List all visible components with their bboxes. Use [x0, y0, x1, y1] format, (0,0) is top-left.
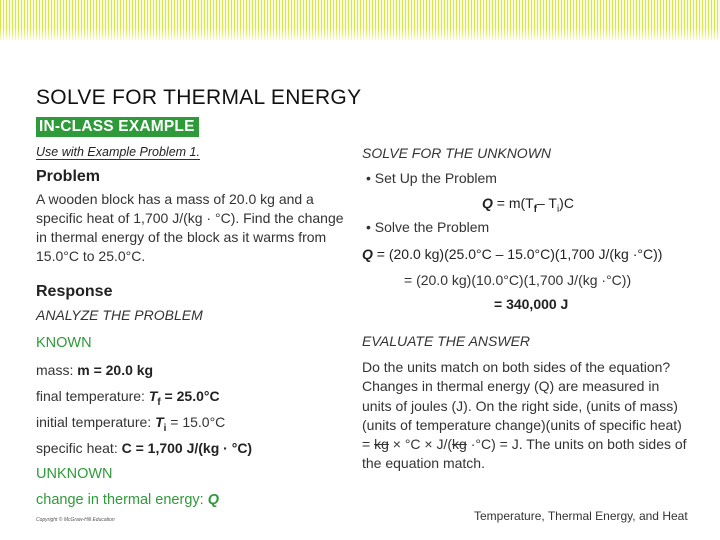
evaluate-heading: EVALUATE THE ANSWER	[362, 333, 531, 349]
mass-label: mass:	[36, 362, 78, 378]
solve-equation-2: = (20.0 kg)(10.0°C)(1,700 J/(kg ·°C))	[404, 272, 632, 288]
solve-heading: SOLVE FOR THE UNKNOWN	[362, 145, 552, 161]
ti-value: = 15.0°C	[166, 414, 226, 430]
known-final-temp	[36, 388, 220, 408]
setup-equation	[482, 195, 574, 215]
footer-chapter-title: Temperature, Thermal Energy, and Heat	[474, 509, 688, 523]
c-label: specific heat:	[36, 440, 122, 456]
response-heading: Response	[36, 283, 113, 300]
header-stripe-fade	[0, 28, 720, 44]
eq1-minus: – T	[537, 195, 557, 211]
ti-sub: i	[163, 422, 167, 434]
tf-value: = 25.0°C	[160, 388, 220, 404]
unknown-item	[36, 492, 219, 508]
eq1-mid: = m(T	[492, 195, 534, 211]
unknown-label: change in thermal energy:	[36, 492, 208, 508]
solve-equation-1	[362, 246, 662, 262]
in-class-example-badge: IN-CLASS EXAMPLE	[36, 117, 199, 137]
known-specific-heat	[36, 440, 252, 456]
ti-label: initial temperature:	[36, 414, 156, 430]
known-mass	[36, 362, 153, 378]
analyze-heading: ANALYZE THE PROBLEM	[36, 307, 203, 323]
slide-title: SOLVE FOR THERMAL ENERGY	[36, 86, 362, 109]
struck-kg-2: kg	[452, 436, 467, 453]
tf-sub: f	[157, 396, 161, 408]
c-value: C = 1,700 J/(kg · °C)	[121, 440, 253, 456]
tf-label: final temperature:	[36, 388, 149, 404]
evaluate-text-1: Do the units match on both sides of the equation? Changes in thermal energy (Q) are measured in units of joules (J). On the right side, (units of mass)(units of temperature change)(units of specific heat) =	[362, 359, 682, 453]
unknown-value: Q	[207, 492, 219, 508]
ti-symbol: T	[155, 414, 164, 430]
evaluate-text-3: ·°C) = J. The units on both sides of the equation match.	[362, 436, 687, 472]
problem-heading: Problem	[36, 168, 101, 185]
known-heading: KNOWN	[36, 335, 92, 351]
eq1-sub-i: i	[556, 203, 560, 215]
evaluate-text-2: × °C × J/(	[388, 436, 453, 453]
copyright-notice: Copyright © McGraw-Hill Education	[36, 517, 115, 523]
evaluate-text	[362, 358, 692, 474]
known-initial-temp	[36, 414, 225, 434]
eq2-q: Q	[362, 246, 373, 262]
eq1-sub-f: f	[533, 203, 537, 215]
solve-result: = 340,000 J	[494, 296, 569, 312]
use-with-note: Use with Example Problem 1.	[36, 145, 200, 159]
unknown-heading: UNKNOWN	[36, 466, 113, 482]
eq2-body: = (20.0 kg)(25.0°C – 15.0°C)(1,700 J/(kg ·°C))	[372, 246, 663, 262]
mass-value: m = 20.0 kg	[77, 362, 154, 378]
tf-symbol: T	[148, 388, 158, 404]
setup-bullet: • Set Up the Problem	[366, 170, 497, 186]
eq1-q: Q	[482, 195, 493, 211]
eq1-end: )C	[559, 195, 574, 211]
solve-bullet: • Solve the Problem	[366, 219, 490, 235]
struck-kg-1: kg	[374, 436, 389, 453]
problem-text: A wooden block has a mass of 20.0 kg and a specific heat of 1,700 J/(kg · °C). Find the change in thermal energy of the block as it warms from 15.0°C to 25.0°C.	[36, 191, 344, 264]
